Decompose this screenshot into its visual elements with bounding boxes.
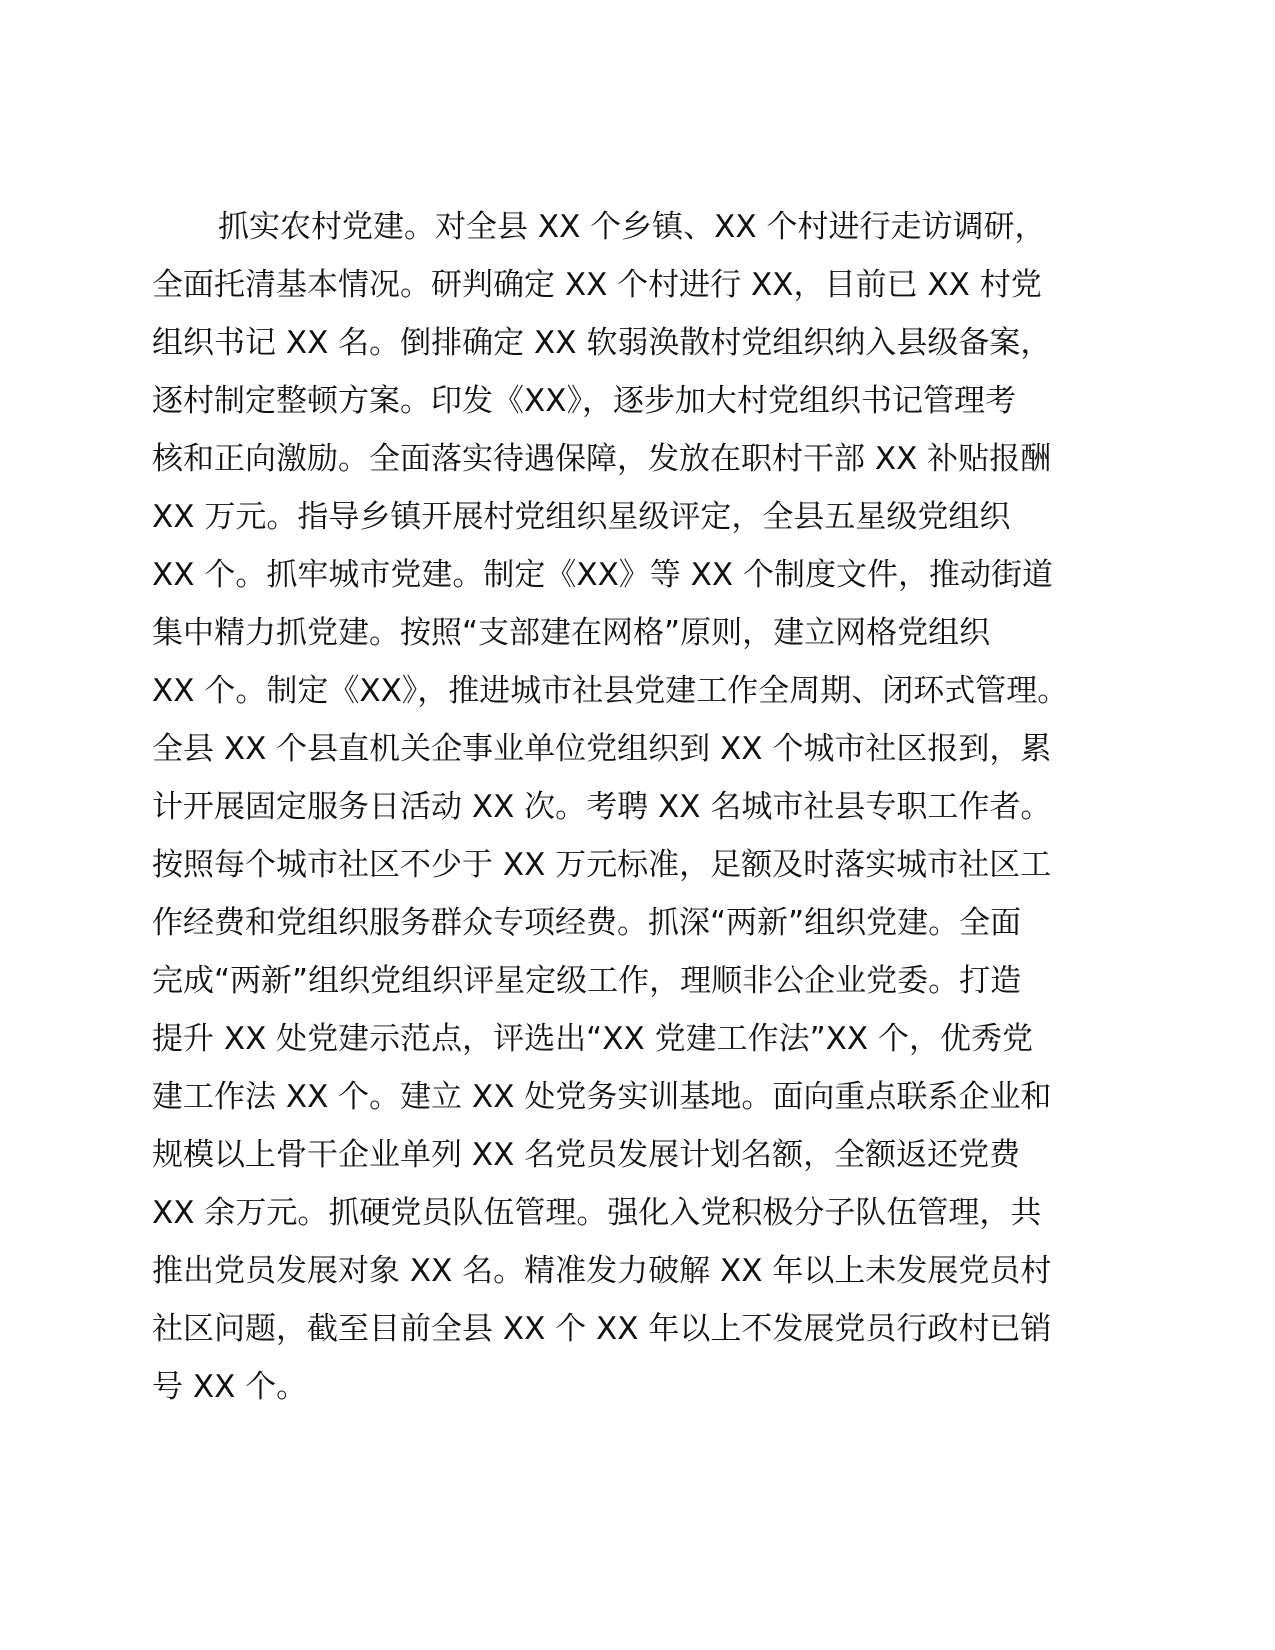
text-line: 提升 XX 处党建示范点，评选出“XX 党建工作法”XX 个，优秀党 [152, 1021, 1033, 1057]
text-line: 集中精力抓党建。按照“支部建在网格”原则，建立网格党组织 [152, 615, 991, 651]
text-line: XX 个。制定《XX》，推进城市社县党建工作全周期、闭环式管理。 [152, 673, 1069, 709]
paragraph [152, 198, 1132, 1416]
text-line: 按照每个城市社区不少于 XX 万元标准，足额及时落实城市社区工 [152, 847, 1052, 883]
text-line: 作经费和党组织服务群众专项经费。抓深“两新”组织党建。全面 [152, 905, 1022, 941]
text-line: 完成“两新”组织党组织评星定级工作，理顺非公企业党委。打造 [152, 963, 1022, 999]
text-line: 推出党员发展对象 XX 名。精准发力破解 XX 年以上未发展党员村 [152, 1253, 1052, 1289]
text-line: 逐村制定整顿方案。印发《XX》，逐步加大村党组织书记管理考 [152, 383, 1016, 419]
text-line: 核和正向激励。全面落实待遇保障，发放在职村干部 XX 补贴报酬 [152, 441, 1052, 477]
text-line: 全县 XX 个县直机关企事业单位党组织到 XX 个城市社区报到，累 [152, 731, 1052, 767]
text-line: 组织书记 XX 名。倒排确定 XX 软弱涣散村党组织纳入县级备案， [152, 325, 1052, 361]
text-line: XX 余万元。抓硬党员队伍管理。强化入党积极分子队伍管理，共 [152, 1195, 1042, 1231]
text-line: 建工作法 XX 个。建立 XX 处党务实训基地。面向重点联系企业和 [152, 1079, 1052, 1115]
text-line: 规模以上骨干企业单列 XX 名党员发展计划名额，全额返还党费 [152, 1137, 1021, 1173]
text-line: XX 个。抓牢城市党建。制定《XX》等 XX 个制度文件，推动街道 [152, 557, 1053, 593]
text-line: 全面托清基本情况。研判确定 XX 个村进行 XX，目前已 XX 村党 [152, 267, 1042, 303]
text-line: 计开展固定服务日活动 XX 次。考聘 XX 名城市社县专职工作者。 [152, 789, 1052, 825]
text-line: 抓实农村党建。对全县 XX 个乡镇、XX 个村进行走访调研， [218, 209, 1046, 245]
text-line: 社区问题，截至目前全县 XX 个 XX 年以上不发展党员行政村已销 [152, 1311, 1052, 1347]
text-line: XX 万元。指导乡镇开展村党组织星级评定，全县五星级党组织 [152, 499, 1011, 535]
text-line: 号 XX 个。 [152, 1369, 308, 1405]
